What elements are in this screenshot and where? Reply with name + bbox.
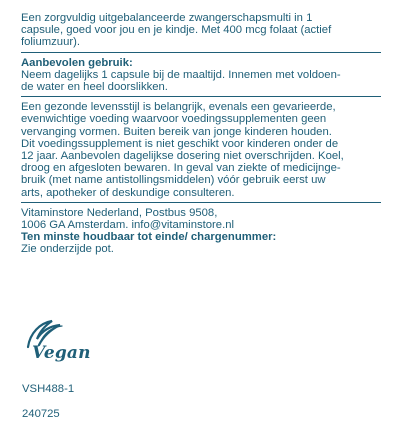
divider — [21, 96, 381, 97]
divider — [21, 52, 381, 53]
usage-heading: Aanbevolen gebruik: — [21, 56, 133, 69]
product-codes — [22, 370, 74, 433]
vegan-logo-text: Vegan — [32, 343, 91, 363]
batch-number: 240725 — [22, 407, 60, 420]
divider — [21, 202, 381, 203]
intro-text: Een zorgvuldig uitgebalanceerde zwangerschapsmulti in 1 capsule, goed voor jou en je kindje. Met 400 mcg folaat (actief foliumzuur). — [21, 12, 332, 49]
product-label — [21, 12, 381, 256]
company-address: Vitaminstore Nederland, Postbus 9508, 1006 GA Amsterdam. info@vitaminstore.nl — [21, 206, 235, 232]
vegan-logo — [22, 315, 92, 365]
product-code: VSH488-1 — [22, 382, 75, 395]
warnings-text: Een gezonde levensstijl is belangrijk, evenals een gevarieerde, evenwichtige voeding waarvoor voedingssupplementen geen vervanging vormen. Buiten bereik van jonge kinderen houden. Dit voedingssupplement is niet geschikt voor kinderen onder de 12 jaar. Aanbevolen dagelijkse dosering niet overschrijden. Koel, droog en afgesloten bewaren. In geval van ziekte of medicijnge- bruik (met name antistollingsmiddelen) vóór gebruik eerst uw arts, apotheker of deskundige consulteren. — [21, 101, 344, 199]
expiry-text: Zie onderzijde pot. — [21, 243, 114, 256]
usage-text: Neem dagelijks 1 capsule bij de maaltijd. Innemen met voldoen- de water en heel doorslikken. — [21, 68, 341, 94]
expiry-heading: Ten minste houdbaar tot einde/ chargenummer: — [21, 231, 277, 244]
